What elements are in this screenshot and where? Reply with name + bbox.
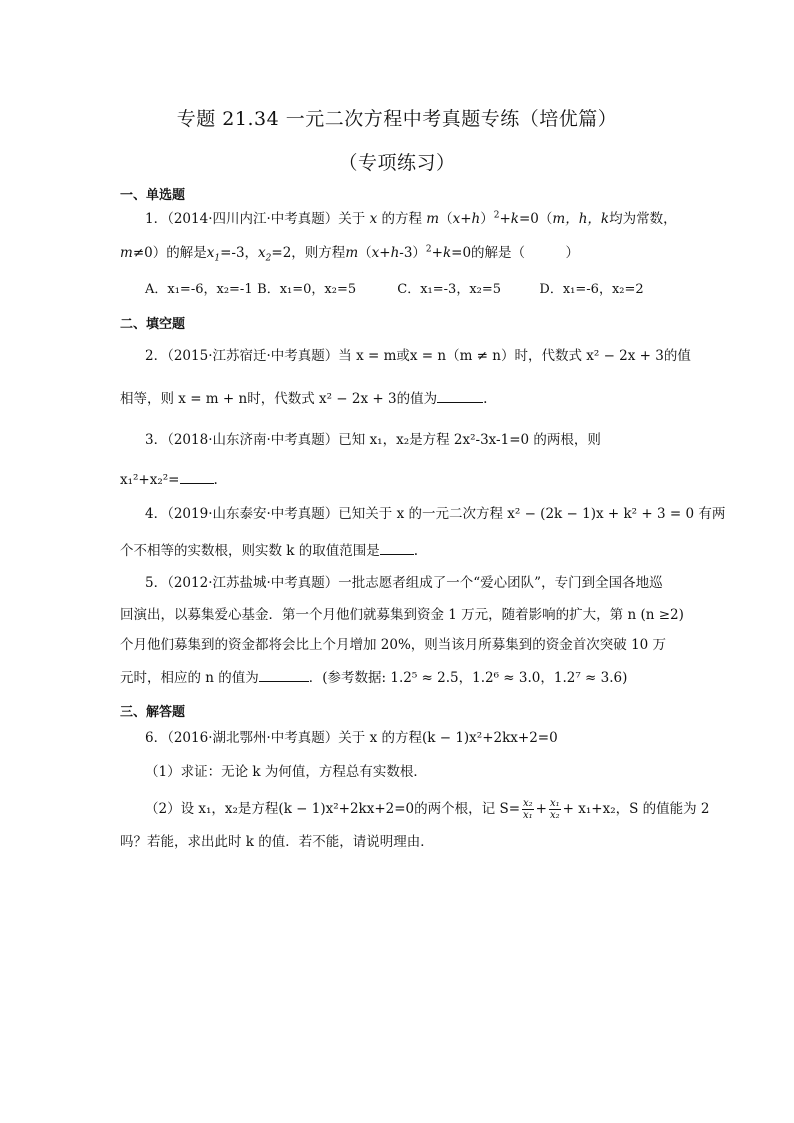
q5-answer-blank[interactable]	[259, 669, 309, 682]
q1-option-d[interactable]: D．x₁=-6，x₂=2	[539, 282, 644, 297]
q1-options	[145, 283, 705, 296]
q6-part2-tail: + x₁+x₂，S 的值能为 2	[562, 801, 710, 817]
page-subtitle: （专项练习）	[338, 152, 456, 174]
q1-expr: x	[452, 211, 461, 227]
q1-consts: m，h，k	[552, 211, 610, 227]
q4-line1: 4．（2019·山东泰安·中考真题）已知关于 x 的一元二次方程 x² − (2k − 1)x + k² + 3 = 0 有两	[145, 506, 726, 522]
q1-m: m	[120, 245, 133, 261]
q6-part2: （2）设 x₁，x₂是方程(k − 1)x²+2kx+2=0的两个根，记 S= $\frac{\text{x₂}}{\text{x₁}}$ + $\frac{\text{x₁}}{\text{x₂}}$ + x₁+x₂，S 的值能为 2	[145, 798, 710, 821]
q3-line1: 3．（2018·山东济南·中考真题）已知 x₁，x₂是方程 2x²-3x-1=0 的两根，则	[145, 432, 601, 448]
q2-period: .	[483, 391, 488, 407]
q1-var-k: k	[510, 211, 519, 227]
q1-line2: m≠0）的解是$x_1=-3$，$x_2=2$，则方程$m(x+h-3)^2+k=0$的解是（ ）	[120, 244, 580, 264]
q6-part2-text: （2）设 x₁，x₂是方程(k − 1)x²+2kx+2=0的两个根，记 S=	[145, 801, 521, 817]
q1-paren: （	[439, 211, 453, 227]
q1-eq: =0（	[518, 211, 553, 227]
q5-text: 元时，相应的 n 的值为	[120, 670, 259, 686]
q1-paren2: （	[358, 245, 372, 261]
q1-option-b[interactable]: B．x₁=0，x₂=5	[257, 282, 357, 297]
q1-paren-close: ）	[480, 211, 494, 227]
q6-line3: 吗？若能，求出此时 k 的值．若不能，请说明理由．	[120, 834, 434, 850]
q4-line2	[120, 542, 680, 559]
q6-part1: （1）求证：无论 k 为何值，方程总有实数根．	[145, 764, 427, 780]
q1-ask: =0的解是（ ）	[451, 245, 580, 261]
q1-x2: $x_2$	[258, 245, 272, 264]
q2-text: 相等，则 x = m + n时，代数式 x² − 2x + 3的值为	[120, 391, 438, 407]
section-single-choice: 一、单选题	[120, 188, 186, 203]
q3-period: .	[213, 472, 218, 488]
q1-exp: 2	[493, 210, 500, 221]
q1-const-text: 均为常数，	[609, 211, 677, 227]
q5-line1: 5．（2012·江苏盐城·中考真题）一批志愿者组成了一个“爱心团队”，专门到全国各地巡	[145, 575, 663, 591]
q1-x1-val: =-3，	[220, 245, 259, 261]
q1-source: 1．（2014·四川内江·中考真题）关于	[145, 211, 366, 227]
q1-option-c[interactable]: C．x₁=-3，x₂=5	[397, 282, 502, 297]
q2-line1: 2．（2015·江苏宿迁·中考真题）当 x = m或x = n（m ≠ n）时，代数式 x² − 2x + 3的值	[145, 348, 691, 364]
q4-period: .	[413, 543, 419, 559]
section-fill-blank: 二、填空题	[120, 317, 186, 332]
q4-text: 个不相等的实数根，则实数 k 的取值范围是	[120, 543, 380, 559]
q1-m2: m	[345, 245, 359, 261]
q1-x2-val: =2，则方程	[271, 245, 346, 261]
q1-h2: h	[390, 245, 400, 261]
q2-answer-blank[interactable]	[437, 390, 483, 403]
q6-line1: 6．（2016·湖北鄂州·中考真题）关于 x 的方程(k − 1)x²+2kx+2=0	[145, 730, 558, 746]
q1-xh: x	[371, 245, 380, 261]
q1-exp2: 2	[425, 244, 432, 255]
q5-reference: ．(参考数据: 1.2⁵ ≈ 2.5，1.2⁶ ≈ 3.0，1.2⁷ ≈ 3.6)	[308, 670, 628, 686]
q5-line2: 回演出，以募集爱心基金．第一个月他们就募集到资金 1 万元，随着影响的扩大，第 n (n ≥2)	[120, 607, 684, 623]
q1-line1: 1．（2014·四川内江·中考真题）关于 x 的方程 $m(x+h)^2+k=0(m$，h，k均为常数，	[145, 210, 677, 227]
q1-cond: ≠0）的解是	[132, 245, 207, 261]
q1-k2: k	[442, 245, 452, 261]
q1-text: 的方程	[381, 211, 422, 227]
q1-var-m: m	[426, 211, 440, 227]
q2-line2	[120, 390, 680, 407]
q6-fraction-1: $\frac{\text{x₂}}{\text{x₁}}$	[523, 798, 533, 821]
q3-expr: x₁²+x₂²=	[120, 472, 180, 488]
q5-line3: 个月他们募集到的资金都将会比上个月增加 20%，则当该月所募集到的资金首次突破 10 万	[120, 637, 667, 653]
page-title: 专题 21.34 一元二次方程中考真题专练（培优篇）	[176, 108, 618, 130]
q1-var-h: h	[471, 211, 481, 227]
q1-option-a[interactable]: A．x₁=-6，x₂=-1	[145, 282, 253, 297]
q4-answer-blank[interactable]	[380, 542, 414, 555]
q3-line2	[120, 471, 680, 488]
q6-fraction-2: $\frac{\text{x₁}}{\text{x₂}}$	[549, 798, 560, 821]
q5-line4	[120, 669, 680, 686]
section-solution: 三、解答题	[120, 705, 186, 720]
q1-minus3: -3）	[399, 245, 426, 261]
q1-var-x: x	[369, 211, 378, 227]
q3-answer-blank[interactable]	[180, 471, 214, 484]
q1-x1: $x_1$	[206, 245, 221, 264]
